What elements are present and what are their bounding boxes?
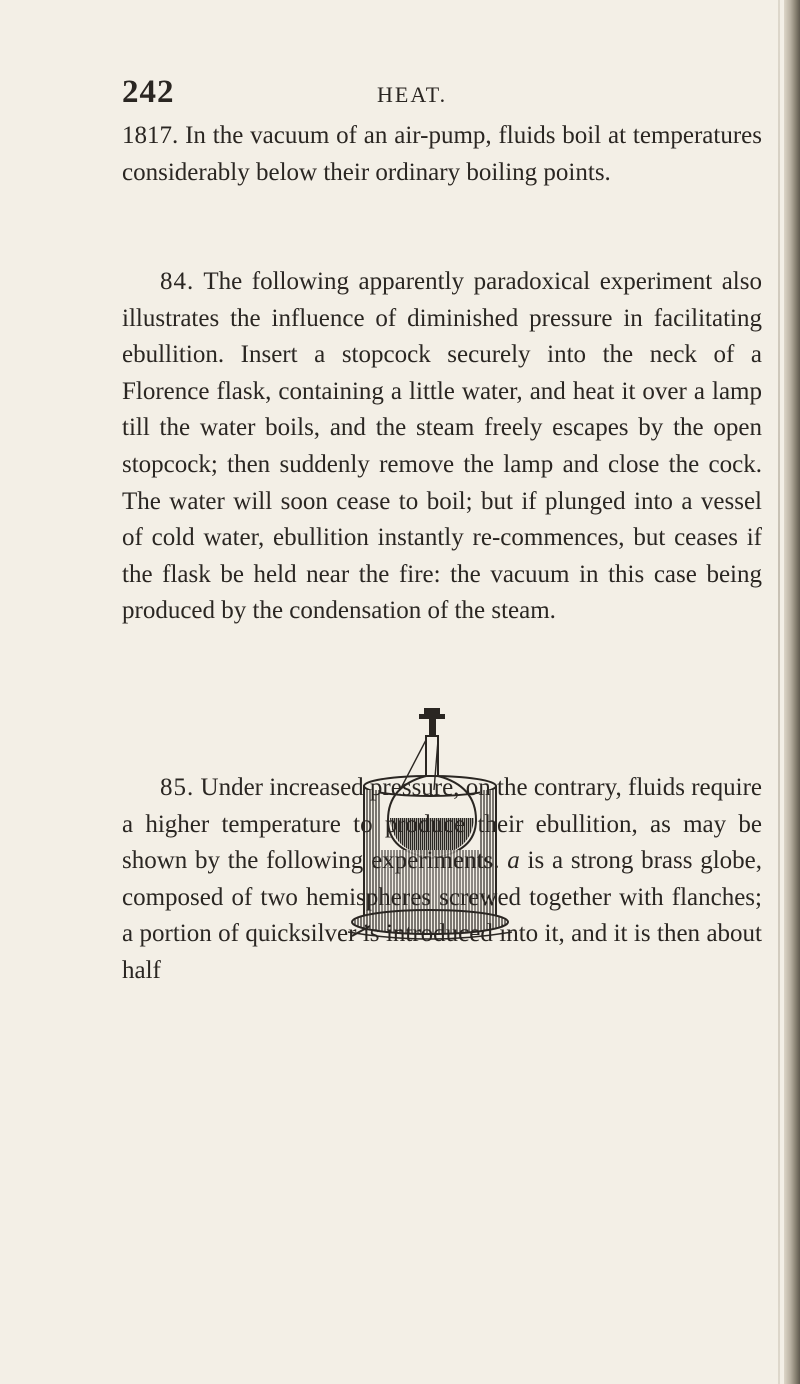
page-edge — [784, 0, 800, 1384]
paragraph-number: 85. — [160, 774, 195, 801]
page-edge-shadow-line — [778, 0, 780, 1384]
paragraph-text: Under increased pressure, on the contrary, fluids require a higher temperature to produce their ebullition, as may be shown by the following experiments. — [122, 774, 763, 875]
paragraph-84 — [122, 264, 762, 630]
paragraph-85 — [122, 770, 762, 990]
figure-reference-letter: a — [507, 847, 520, 875]
paragraph-text-continued: is a strong brass globe, composed of two hemispheres screwed together with flanches; a portion of quicksilver is introduced into it, and it is then about half — [122, 847, 762, 984]
page-header — [122, 74, 762, 114]
paragraph-text: The following apparently paradoxical experiment also illustrates the influence of diminished pressure in facilitating ebullition. Insert a stopcock securely into the neck of a Florence flask, containing a little water, and heat it over a lamp till the water boils, and the steam freely escapes by the open stopcock; then suddenly remove the lamp and close the cock. The water will soon cease to boil; but if plunged into a vessel of cold water, ebullition instantly re-commences, but ceases if the flask be held near the fire: the vacuum in this case being produced by the condensation of the steam. — [122, 268, 762, 625]
paragraph-continuation: 1817. In the vacuum of an air-pump, fluids boil at temperatures considerably below their ordinary boiling points. — [122, 122, 762, 186]
paragraph-number: 84. — [160, 268, 195, 295]
running-title: HEAT. — [377, 82, 448, 107]
page-number: 242 — [122, 74, 175, 110]
stopcock — [419, 708, 445, 737]
